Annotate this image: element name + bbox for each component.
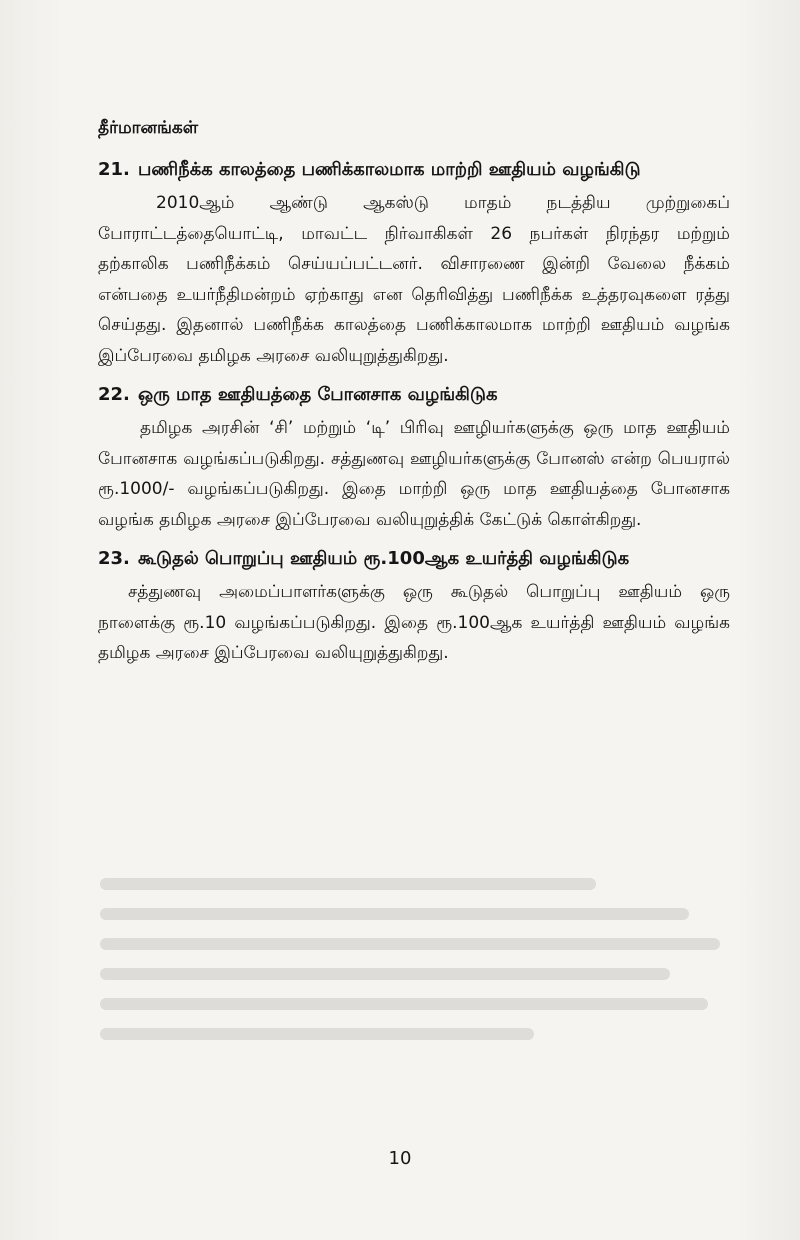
section-number: 23. <box>98 548 130 569</box>
resolution-23 <box>98 543 730 669</box>
resolution-21 <box>98 154 730 371</box>
section-title: கூடுதல் பொறுப்பு ஊதியம் ரூ.100ஆக உயர்த்தி வழங்கிடுக <box>138 548 630 569</box>
document-body <box>98 118 730 677</box>
section-heading <box>98 154 730 186</box>
section-number: 22. <box>98 384 130 405</box>
section-number: 21. <box>98 159 130 180</box>
section-heading <box>98 543 730 575</box>
section-paragraph: தமிழக அரசின் ‘சி’ மற்றும் ‘டி’ பிரிவு ஊழியர்களுக்கு ஒரு மாத ஊதியம் போனசாக வழங்கப்படுகிறது. சத்துணவு ஊழியர்களுக்கு போனஸ் என்ற பெயரால் ரூ.1000/- வழங்கப்படுகிறது. இதை மாற்றி ஒரு மாத ஊதியத்தை போனசாக வழங்க தமிழக அரசை இப்பேரவை வலியுறுத்திக் கேட்டுக் கொள்கிறது. <box>98 418 730 530</box>
section-paragraph: சத்துணவு அமைப்பாளர்களுக்கு ஒரு கூடுதல் பொறுப்பு ஊதியம் ஒரு நாளைக்கு ரூ.10 வழங்கப்படுகிறது. இதை ரூ.100ஆக உயர்த்தி ஊதியம் வழங்க தமிழக அரசை இப்பேரவை வலியுறுத்துகிறது. <box>98 582 730 663</box>
section-paragraph: 2010ஆம் ஆண்டு ஆகஸ்டு மாதம் நடத்திய முற்றுகைப் போராட்டத்தையொட்டி, மாவட்ட நிர்வாகிகள் 26 நபர்கள் நிரந்தர மற்றும் தற்காலிக பணிநீக்கம் செய்யப்பட்டனர். விசாரணை இன்றி வேலை நீக்கம் என்பதை உயர்நீதிமன்றம் ஏற்காது என தெரிவித்து பணிநீக்க உத்தரவுகளை ரத்து செய்தது. இதனால் பணிநீக்க காலத்தை பணிக்காலமாக மாற்றி ஊதியம் வழங்க இப்பேரவை தமிழக அரசை வலியுறுத்துகிறது. <box>98 193 730 366</box>
section-title: ஒரு மாத ஊதியத்தை போனசாக வழங்கிடுக <box>138 384 498 405</box>
page-number: 10 <box>388 1148 412 1169</box>
page-header: தீர்மானங்கள் <box>98 118 199 138</box>
section-title: பணிநீக்க காலத்தை பணிக்காலமாக மாற்றி ஊதியம் வழங்கிடு <box>138 159 641 180</box>
back-page-bleed-through <box>100 860 720 1130</box>
section-heading <box>98 379 730 411</box>
resolution-22 <box>98 379 730 535</box>
